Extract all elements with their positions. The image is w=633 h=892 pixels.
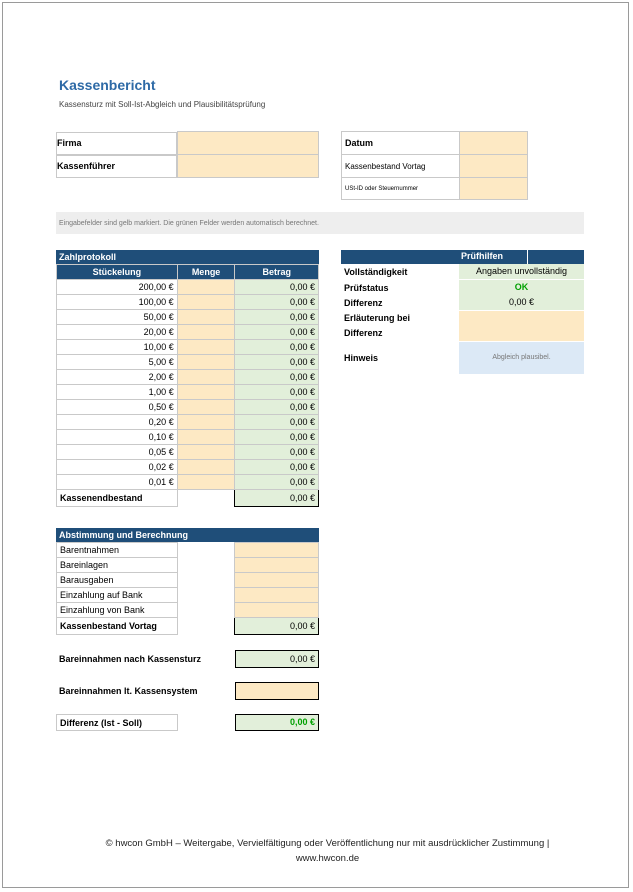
- menge-input[interactable]: [177, 325, 235, 340]
- stueckelung-cell: 1,00 €: [57, 385, 178, 400]
- abstimmung-input[interactable]: [235, 543, 319, 558]
- firma-label: Firma: [56, 132, 177, 155]
- table-row: [57, 280, 319, 295]
- table-row: [57, 460, 319, 475]
- differenz-label: Differenz: [344, 297, 383, 308]
- table-row: [57, 295, 319, 310]
- vortag-input[interactable]: [459, 155, 527, 178]
- spacer-cell: [177, 490, 235, 507]
- table-row: [57, 588, 319, 603]
- header-divider: [527, 250, 528, 264]
- stueckelung-cell: 0,01 €: [57, 475, 178, 490]
- betrag-cell: 0,00 €: [235, 445, 319, 460]
- betrag-cell: 0,00 €: [235, 385, 319, 400]
- stueckelung-cell: 2,00 €: [57, 370, 178, 385]
- abstimmung-input[interactable]: [235, 558, 319, 573]
- stueckelung-cell: 0,50 €: [57, 400, 178, 415]
- spacer-cell: [177, 618, 235, 635]
- stueckelung-cell: 200,00 €: [57, 280, 178, 295]
- kassenfuehrer-input[interactable]: [178, 155, 319, 178]
- zahlprotokoll-table: [56, 264, 319, 507]
- pruefhilfen-title: Prüfhilfen: [461, 251, 503, 261]
- table-row: [57, 340, 319, 355]
- vollstaendigkeit-value: Angaben unvollständig: [459, 264, 584, 279]
- spacer-cell: [177, 588, 235, 603]
- footer-copyright: © hwcon GmbH – Weitergabe, Vervielfältigung oder Veröffentlichung nur mit ausdrücklicher Zustimmung |: [105, 838, 550, 849]
- col-stueckelung: Stückelung: [57, 265, 178, 280]
- kassensystem-input[interactable]: [235, 682, 319, 700]
- table-row: [57, 370, 319, 385]
- betrag-cell: 0,00 €: [235, 475, 319, 490]
- abstimmung-label: Einzahlung auf Bank: [57, 588, 178, 603]
- datum-label: Datum: [342, 132, 460, 155]
- abstimmung-label: Bareinlagen: [57, 558, 178, 573]
- menge-input[interactable]: [177, 460, 235, 475]
- table-row: [57, 445, 319, 460]
- erlaeuterung-label-line1: Erläuterung bei: [344, 313, 411, 323]
- betrag-cell: 0,00 €: [235, 340, 319, 355]
- col-menge: Menge: [177, 265, 235, 280]
- vortag-label: Kassenbestand Vortag: [342, 155, 460, 178]
- kassensystem-label: Bareinnahmen lt. Kassensystem: [59, 686, 198, 696]
- kassensturz-value: 0,00 €: [235, 650, 319, 668]
- stueckelung-cell: 0,20 €: [57, 415, 178, 430]
- menge-input[interactable]: [177, 280, 235, 295]
- betrag-cell: 0,00 €: [235, 370, 319, 385]
- betrag-cell: 0,00 €: [235, 400, 319, 415]
- abstimmung-input[interactable]: [235, 603, 319, 618]
- menge-input[interactable]: [177, 310, 235, 325]
- page-title: Kassenbericht: [59, 77, 156, 93]
- table-row: [57, 400, 319, 415]
- betrag-cell: 0,00 €: [235, 355, 319, 370]
- kassenendbestand-label: Kassenendbestand: [57, 490, 178, 507]
- table-row: [57, 543, 319, 558]
- menge-input[interactable]: [177, 475, 235, 490]
- ab-vortag-value: 0,00 €: [235, 618, 319, 635]
- company-info-table: [56, 131, 319, 178]
- footer-url[interactable]: www.hwcon.de: [295, 853, 360, 864]
- date-info-table: [341, 131, 528, 200]
- betrag-cell: 0,00 €: [235, 295, 319, 310]
- abstimmung-table: [56, 542, 319, 635]
- menge-input[interactable]: [177, 295, 235, 310]
- table-row: [57, 415, 319, 430]
- menge-input[interactable]: [177, 355, 235, 370]
- abstimmung-label: Barentnahmen: [57, 543, 178, 558]
- table-row: [57, 355, 319, 370]
- erlaeuterung-label-line2: Differenz: [344, 328, 383, 338]
- hinweis-value: Abgleich plausibel.: [459, 342, 584, 374]
- betrag-cell: 0,00 €: [235, 280, 319, 295]
- ustid-input[interactable]: [459, 178, 527, 200]
- abstimmung-label: Einzahlung von Bank: [57, 603, 178, 618]
- footer: [60, 836, 595, 866]
- spacer-cell: [177, 543, 235, 558]
- pruefstatus-label: Prüfstatus: [344, 282, 389, 293]
- table-row: [57, 310, 319, 325]
- stueckelung-cell: 20,00 €: [57, 325, 178, 340]
- spacer-cell: [177, 558, 235, 573]
- table-row: [57, 385, 319, 400]
- menge-input[interactable]: [177, 340, 235, 355]
- abstimmung-title: Abstimmung und Berechnung: [56, 528, 319, 542]
- erlaeuterung-label: [341, 311, 459, 341]
- kassensturz-label: Bareinnahmen nach Kassensturz: [59, 654, 202, 664]
- pruefstatus-value: OK: [459, 280, 584, 295]
- table-row: [57, 573, 319, 588]
- kassenfuehrer-label: Kassenführer: [56, 155, 177, 178]
- menge-input[interactable]: [177, 370, 235, 385]
- table-row: [57, 475, 319, 490]
- table-row: [57, 603, 319, 618]
- col-betrag: Betrag: [235, 265, 319, 280]
- stueckelung-cell: 50,00 €: [57, 310, 178, 325]
- stueckelung-cell: 5,00 €: [57, 355, 178, 370]
- stueckelung-cell: 100,00 €: [57, 295, 178, 310]
- input-hint-bar: Eingabefelder sind gelb markiert. Die grünen Felder werden automatisch berechnet.: [56, 212, 584, 234]
- menge-input[interactable]: [177, 400, 235, 415]
- abstimmung-input[interactable]: [235, 588, 319, 603]
- differenz-ist-soll-value: 0,00 €: [235, 714, 319, 731]
- stueckelung-cell: 0,02 €: [57, 460, 178, 475]
- pruefhilfen-header: [341, 250, 584, 264]
- table-row: [57, 430, 319, 445]
- table-row: [57, 325, 319, 340]
- vollstaendigkeit-label: Vollständigkeit: [344, 266, 408, 277]
- menge-input[interactable]: [177, 445, 235, 460]
- betrag-cell: 0,00 €: [235, 430, 319, 445]
- stueckelung-cell: 10,00 €: [57, 340, 178, 355]
- page-subtitle: Kassensturz mit Soll-Ist-Abgleich und Plausibilitätsprüfung: [59, 100, 266, 109]
- betrag-cell: 0,00 €: [235, 460, 319, 475]
- hinweis-label: Hinweis: [344, 352, 379, 363]
- stueckelung-cell: 0,05 €: [57, 445, 178, 460]
- abstimmung-input[interactable]: [235, 573, 319, 588]
- menge-input[interactable]: [177, 385, 235, 400]
- betrag-cell: 0,00 €: [235, 325, 319, 340]
- zahlprotokoll-title: Zahlprotokoll: [56, 250, 319, 264]
- differenz-ist-soll-label: Differenz (Ist - Soll): [56, 714, 178, 731]
- ustid-label: USt-ID oder Steuernummer: [342, 178, 460, 200]
- menge-input[interactable]: [177, 430, 235, 445]
- erlaeuterung-input[interactable]: [459, 311, 584, 341]
- kassenendbestand-value: 0,00 €: [235, 490, 319, 507]
- abstimmung-label: Barausgaben: [57, 573, 178, 588]
- ab-vortag-label: Kassenbestand Vortag: [57, 618, 178, 635]
- datum-input[interactable]: [459, 132, 527, 155]
- menge-input[interactable]: [177, 415, 235, 430]
- differenz-value: 0,00 €: [459, 295, 584, 310]
- betrag-cell: 0,00 €: [235, 310, 319, 325]
- betrag-cell: 0,00 €: [235, 415, 319, 430]
- table-row: [57, 558, 319, 573]
- spacer-cell: [177, 573, 235, 588]
- firma-input[interactable]: [178, 132, 319, 155]
- stueckelung-cell: 0,10 €: [57, 430, 178, 445]
- spacer-cell: [177, 603, 235, 618]
